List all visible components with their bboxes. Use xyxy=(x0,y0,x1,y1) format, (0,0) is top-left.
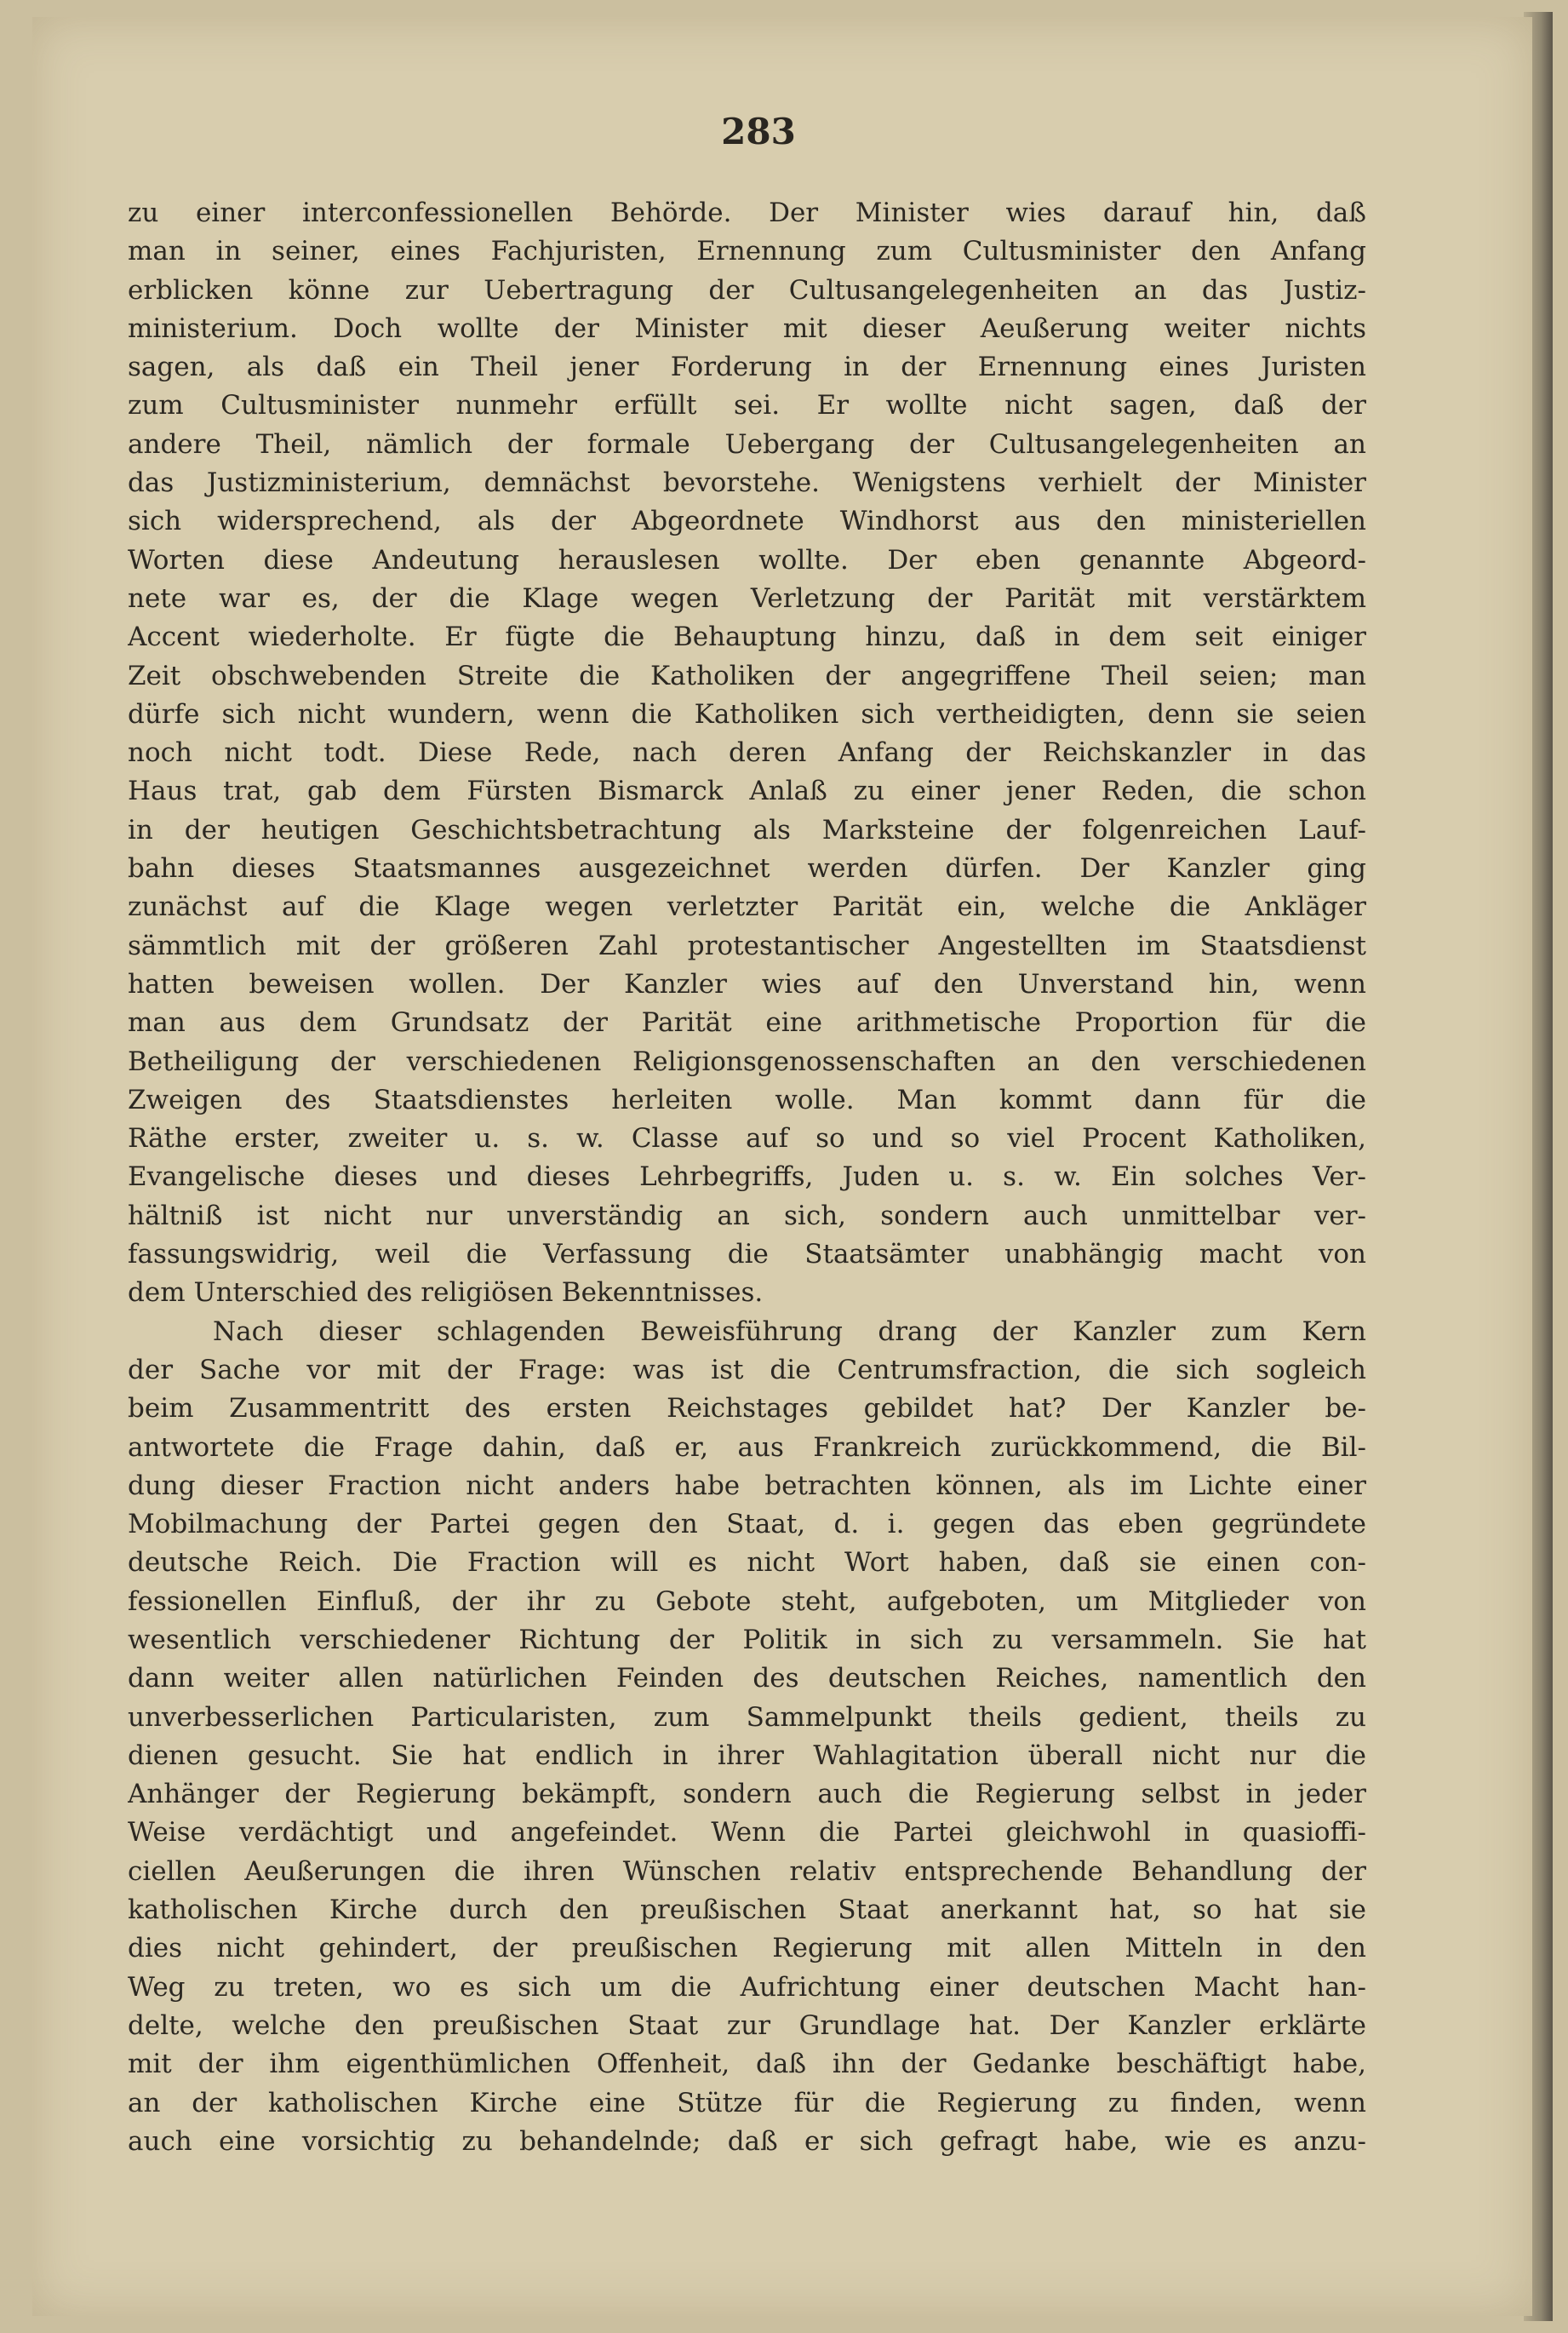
text-line: katholischen Kirche durch den preußischen Staat anerkannt hat, so hat sie xyxy=(128,1894,1366,1926)
text-line: Weg zu treten, wo es sich um die Aufrichtung einer deutschen Macht han- xyxy=(128,1971,1366,2003)
text-line: das Justizministerium, demnächst bevorstehe. Wenigstens verhielt der Minister xyxy=(128,467,1366,499)
text-line: ministerium. Doch wollte der Minister mit dieser Aeußerung weiter nichts xyxy=(128,312,1366,344)
text-line: in der heutigen Geschichtsbetrachtung als Marksteine der folgenreichen Lauf- xyxy=(128,814,1366,845)
text-line: fessionellen Einfluß, der ihr zu Gebote steht, aufgeboten, um Mitglieder von xyxy=(128,1585,1366,1617)
text-line: bahn dieses Staatsmannes ausgezeichnet werden dürfen. Der Kanzler ging xyxy=(128,853,1366,885)
text-line: sämmtlich mit der größeren Zahl protestantischer Angestellten im Staatsdienst xyxy=(128,930,1366,961)
text-line: man aus dem Grundsatz der Parität eine arithmetische Proportion für die xyxy=(128,1007,1366,1039)
text-line: Räthe erster, zweiter u. s. w. Classe auf so und so viel Procent Katholiken, xyxy=(128,1123,1366,1155)
text-line: zum Cultusminister nunmehr erfüllt sei. Er wollte nicht sagen, daß der xyxy=(128,390,1366,421)
text-line: noch nicht todt. Diese Rede, nach deren Anfang der Reichskanzler in das xyxy=(128,737,1366,769)
text-line: an der katholischen Kirche eine Stütze für die Regierung zu finden, wenn xyxy=(128,2087,1366,2118)
text-line: Evangelische dieses und dieses Lehrbegriffs, Juden u. s. w. Ein solches Ver- xyxy=(128,1161,1366,1193)
text-line: Weise verdächtigt und angefeindet. Wenn die Partei gleichwohl in quasioffi- xyxy=(128,1817,1366,1849)
text-line: andere Theil, nämlich der formale Uebergang der Cultusangelegenheiten an xyxy=(128,428,1366,460)
text-line: Zeit obschwebenden Streite die Katholiken der angegriffene Theil seien; man xyxy=(128,660,1366,691)
text-line: auch eine vorsichtig zu behandelnde; daß er sich gefragt habe, wie es anzu- xyxy=(128,2125,1366,2157)
text-line: dienen gesucht. Sie hat endlich in ihrer Wahlagitation überall nicht nur die xyxy=(128,1740,1366,1771)
body-text xyxy=(128,194,1366,2161)
text-line: Mobilmachung der Partei gegen den Staat, d. i. gegen das eben gegründete xyxy=(128,1509,1366,1540)
text-line: deutsche Reich. Die Fraction will es nicht Wort haben, daß sie einen con- xyxy=(128,1547,1366,1579)
text-line: zunächst auf die Klage wegen verletzter Parität ein, welche die Ankläger xyxy=(128,891,1366,923)
text-line: man in seiner, eines Fachjuristen, Ernennung zum Cultusminister den Anfang xyxy=(128,236,1366,267)
text-line: hältniß ist nicht nur unverständig an sich, sondern auch unmittelbar ver- xyxy=(128,1200,1366,1231)
text-line: dung dieser Fraction nicht anders habe betrachten können, als im Lichte einer xyxy=(128,1470,1366,1501)
text-line: Haus trat, gab dem Fürsten Bismarck Anlaß zu einer jener Reden, die schon xyxy=(128,776,1366,807)
text-line: sich widersprechend, als der Abgeordnete Windhorst aus den ministeriellen xyxy=(128,506,1366,537)
text-line: der Sache vor mit der Frage: was ist die Centrumsfraction, die sich sogleich xyxy=(128,1354,1366,1385)
text-line: Zweigen des Staatsdienstes herleiten wolle. Man kommt dann für die xyxy=(128,1084,1366,1115)
text-line: dürfe sich nicht wundern, wenn die Katholiken sich vertheidigten, denn sie seien xyxy=(128,698,1366,730)
text-line: hatten beweisen wollen. Der Kanzler wies auf den Unverstand hin, wenn xyxy=(128,968,1366,1000)
text-line: beim Zusammentritt des ersten Reichstages gebildet hat? Der Kanzler be- xyxy=(128,1393,1366,1424)
text-line: zu einer interconfessionellen Behörde. Der Minister wies darauf hin, daß xyxy=(128,198,1366,228)
text-line: unverbesserlichen Particularisten, zum Sammelpunkt theils gedient, theils zu xyxy=(128,1701,1366,1733)
page-number: 283 xyxy=(721,111,796,152)
paragraph-end-line: dem Unterschied des religiösen Bekenntnisses. xyxy=(128,1277,764,1309)
text-line: sagen, als daß ein Theil jener Forderung in der Ernennung eines Juristen xyxy=(128,352,1366,383)
text-line: ciellen Aeußerungen die ihren Wünschen relativ entsprechende Behandlung der xyxy=(128,1855,1366,1887)
text-line: dann weiter allen natürlichen Feinden des deutschen Reiches, namentlich den xyxy=(128,1663,1366,1694)
text-line: mit der ihm eigenthümlichen Offenheit, daß ihn der Gedanke beschäftigt habe, xyxy=(128,2049,1366,2080)
paragraph-start-line: Nach dieser schlagenden Beweisführung drang der Kanzler zum Kern xyxy=(213,1316,1366,1347)
text-line: fassungswidrig, weil die Verfassung die Staatsämter unabhängig macht von xyxy=(128,1239,1366,1270)
text-line: Betheiligung der verschiedenen Religionsgenossenschaften an den verschiedenen xyxy=(128,1046,1366,1077)
text-line: nete war es, der die Klage wegen Verletzung der Parität mit verstärktem xyxy=(128,582,1366,614)
text-line: wesentlich verschiedener Richtung der Politik in sich zu versammeln. Sie hat xyxy=(128,1624,1366,1655)
text-line: Anhänger der Regierung bekämpft, sondern auch die Regierung selbst in jeder xyxy=(128,1779,1366,1810)
text-line: delte, welche den preußischen Staat zur Grundlage hat. Der Kanzler erklärte xyxy=(128,2009,1366,2041)
text-line: erblicken könne zur Uebertragung der Cultusangelegenheiten an das Justiz- xyxy=(128,274,1366,306)
text-line: Worten diese Andeutung herauslesen wollte. Der eben genannte Abgeord- xyxy=(128,544,1366,576)
text-line: dies nicht gehindert, der preußischen Regierung mit allen Mitteln in den xyxy=(128,1933,1366,1964)
text-line: antwortete die Frage dahin, daß er, aus Frankreich zurückkommend, die Bil- xyxy=(128,1431,1366,1463)
text-line: Accent wiederholte. Er fügte die Behauptung hinzu, daß in dem seit einiger xyxy=(128,622,1366,653)
